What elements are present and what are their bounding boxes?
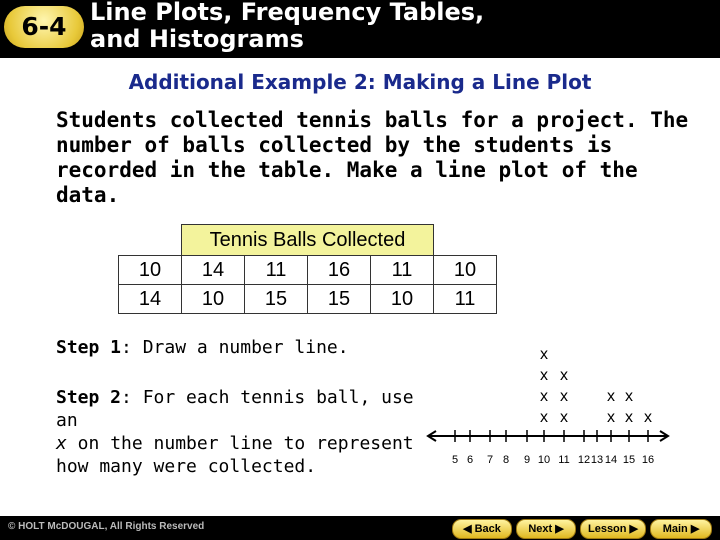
table-row [119,285,497,314]
tick-label: 11 [558,454,570,466]
lesson-label: Lesson [587,523,627,535]
back-arrow-icon: ◀ [463,523,475,535]
step-2-label: Step 2 [56,387,122,408]
plot-x-mark: x [540,409,548,426]
plot-x-mark: x [540,388,548,405]
plot-x-mark: x [607,409,615,426]
table-cell: 11 [245,256,308,285]
tick-label: 13 [590,454,604,466]
plot-x-mark: x [540,346,548,363]
lesson-title-line2: and Histograms [90,25,304,53]
header-bar [0,0,720,58]
table-cell: 10 [434,256,497,285]
main-arrow-icon: ▶ [687,523,700,535]
lesson-badge [4,6,84,48]
step-2-text-a: : For each tennis ball, use an [56,387,414,431]
table-cell: 14 [119,285,182,314]
table-cell: 15 [245,285,308,314]
plot-x-mark: x [560,367,568,384]
footer-bar [0,516,720,540]
lesson-number: 6-4 [21,12,67,41]
step-1 [56,336,396,359]
lesson-title-line1: Line Plots, Frequency Tables, [90,0,485,26]
plot-x-mark: x [540,367,548,384]
tick-label: 7 [486,454,494,466]
lesson-arrow-icon: ▶ [626,523,639,535]
plot-x-mark: x [625,409,633,426]
problem-text: Students collected tennis balls for a project. The number of balls collected by the students is recorded in the table. Make a line plot of the data. [56,108,689,207]
back-button[interactable] [452,519,512,539]
step-2-x-mark: x [56,433,67,454]
back-label: Back [474,523,501,535]
next-button[interactable] [516,519,576,539]
table-cell: 15 [308,285,371,314]
tick-label: 16 [641,454,655,466]
main-label: Main [662,523,688,535]
table-cell: 10 [371,285,434,314]
table-caption-row [119,225,497,256]
plot-x-mark: x [625,388,633,405]
plot-x-mark: x [560,409,568,426]
line-plot [418,330,678,470]
next-arrow-icon: ▶ [552,523,564,535]
copyright-text: © HOLT McDOUGAL, All Rights Reserved [8,521,205,532]
main-button[interactable] [650,519,712,539]
step-2-text-b: on the number line to represent how many were collected. [56,433,414,477]
tennis-balls-table [118,224,497,314]
table-cell: 10 [182,285,245,314]
table-cell: 16 [308,256,371,285]
tick-label: 6 [466,454,474,466]
table-caption: Tennis Balls Collected [182,225,434,256]
tick-label: 8 [502,454,510,466]
plot-x-mark: x [560,388,568,405]
plot-x-mark: x [607,388,615,405]
lesson-button[interactable] [580,519,646,539]
table-cell: 10 [119,256,182,285]
plot-x-mark: x [644,409,652,426]
tick-label: 10 [537,454,551,466]
step-1-text: : Draw a number line. [121,337,349,358]
table-cell: 11 [434,285,497,314]
example-subtitle: Additional Example 2: Making a Line Plot [128,70,592,94]
tick-label: 5 [451,454,459,466]
table-row [119,256,497,285]
table-cell: 14 [182,256,245,285]
tick-label: 12 [577,454,591,466]
tick-label: 9 [523,454,531,466]
tick-label: 15 [622,454,636,466]
step-2 [56,386,426,478]
tick-label: 14 [604,454,618,466]
table-cell: 11 [371,256,434,285]
next-label: Next [528,523,553,535]
step-1-label: Step 1 [56,337,122,358]
